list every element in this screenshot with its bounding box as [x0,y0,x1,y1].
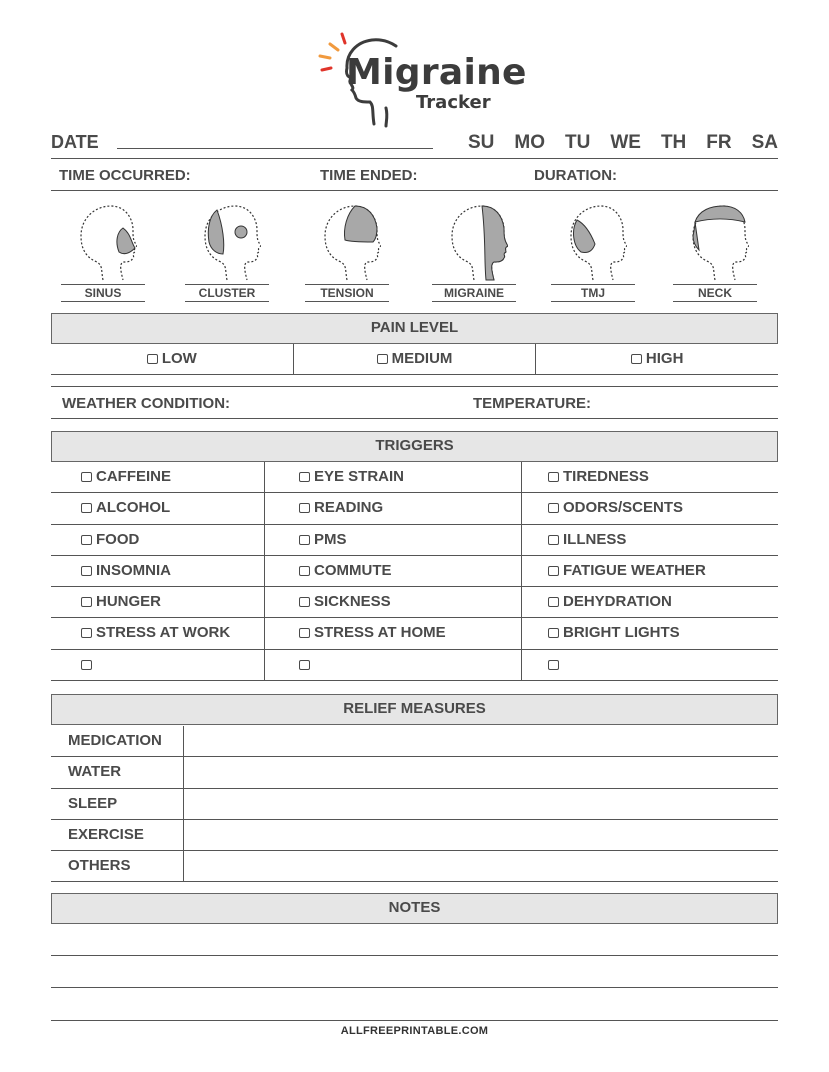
pain-option-label: HIGH [645,350,684,367]
notes-line[interactable] [51,955,778,956]
trigger-label: READING [314,499,384,517]
trigger-label: SICKNESS [314,593,391,611]
relief-measures-table [51,726,778,882]
checkbox[interactable] [548,472,559,482]
day-tu[interactable]: TU [565,132,591,153]
checkbox[interactable] [299,535,310,545]
trigger-fatigue-weather[interactable] [522,556,778,586]
headache-type-label: NECK [673,284,757,302]
table-row [51,556,778,587]
checkbox[interactable] [81,503,92,513]
head-tmj-icon [563,200,627,282]
divider [51,418,778,419]
headache-type-label: CLUSTER [185,284,269,302]
trigger-sickness[interactable] [265,587,522,617]
table-row [51,462,778,493]
checkbox[interactable] [299,660,310,670]
headache-types [51,196,778,306]
trigger-custom-2[interactable] [265,650,522,680]
weather-condition-label: WEATHER CONDITION: [62,395,231,412]
checkbox[interactable] [548,660,559,670]
headache-type-neck[interactable] [673,196,757,304]
trigger-insomnia[interactable] [51,556,265,586]
divider [51,386,778,387]
trigger-label: INSOMNIA [96,561,171,579]
divider [51,190,778,191]
pain-option-high[interactable] [536,344,778,374]
divider [51,158,778,159]
trigger-label: FATIGUE WEATHER [563,561,706,579]
checkbox[interactable] [548,566,559,576]
notes-line[interactable] [51,987,778,988]
trigger-label: HUNGER [96,593,162,611]
headache-type-label: TENSION [305,284,389,302]
checkbox[interactable] [81,566,92,576]
headache-type-cluster[interactable] [185,196,269,304]
triggers-grid [51,462,778,681]
checkbox[interactable] [81,660,92,670]
trigger-alcohol[interactable] [51,493,265,523]
pain-level-header: PAIN LEVEL [51,313,778,344]
notes-line[interactable] [51,1020,778,1021]
pain-option-label: LOW [161,350,197,367]
trigger-eye-strain[interactable] [265,462,522,492]
trigger-label: TIREDNESS [563,468,649,485]
trigger-tiredness[interactable] [522,462,778,492]
checkbox[interactable] [299,503,310,513]
day-sa[interactable]: SA [751,132,778,153]
checkbox[interactable] [548,597,559,607]
table-row[interactable] [51,789,778,820]
headache-type-label: SINUS [61,284,145,302]
trigger-dehydration[interactable] [522,587,778,617]
checkbox[interactable] [299,597,310,607]
relief-label-sleep: SLEEP [51,789,184,819]
trigger-label: EYE STRAIN [314,468,405,485]
relief-label-medication: MEDICATION [51,726,184,756]
checkbox[interactable] [299,628,310,638]
trigger-label: ODORS/SCENTS [563,499,684,517]
trigger-stress-at-work[interactable] [51,618,265,648]
trigger-label: FOOD [96,530,140,548]
checkbox[interactable] [548,628,559,638]
trigger-label: COMMUTE [314,561,392,579]
trigger-illness[interactable] [522,525,778,555]
headache-type-label: MIGRAINE [432,284,516,302]
logo [316,30,526,130]
checkbox[interactable] [299,472,310,482]
trigger-odors-scents[interactable] [522,493,778,523]
trigger-label: BRIGHT LIGHTS [563,624,680,642]
headache-type-migraine[interactable] [432,196,516,304]
relief-label-water: WATER [51,757,184,787]
trigger-caffeine[interactable] [51,462,265,492]
trigger-stress-at-home[interactable] [265,618,522,648]
headache-type-tmj[interactable] [551,196,635,304]
head-sinus-icon [73,200,137,282]
trigger-commute[interactable] [265,556,522,586]
temperature-label: TEMPERATURE: [473,395,592,412]
relief-label-others: OTHERS [51,851,184,881]
relief-label-exercise: EXERCISE [51,820,184,850]
trigger-food[interactable] [51,525,265,555]
head-cluster-icon [197,200,261,282]
trigger-bright-lights[interactable] [522,618,778,648]
day-th[interactable]: TH [660,132,687,153]
logo-subtitle: Tracker [416,92,491,113]
checkbox[interactable] [299,566,310,576]
trigger-label: DEHYDRATION [563,593,672,611]
pain-option-low[interactable] [51,344,294,374]
footer-website: ALLFREEPRINTABLE.COM [340,1025,489,1037]
trigger-custom-1[interactable] [51,650,265,680]
weather-row [51,388,778,418]
checkbox[interactable] [81,535,92,545]
table-row [51,587,778,618]
day-we[interactable]: WE [610,132,641,153]
checkbox[interactable] [81,628,92,638]
checkbox[interactable] [631,354,642,364]
checkbox[interactable] [147,354,158,364]
pain-option-medium[interactable] [294,344,537,374]
time-row [51,160,778,190]
head-migraine-icon [444,200,508,282]
table-row[interactable] [51,757,778,788]
trigger-label: ILLNESS [563,530,627,548]
checkbox[interactable] [548,503,559,513]
logo-title: Migraine [346,52,527,93]
trigger-reading[interactable] [265,493,522,523]
trigger-label: PMS [314,530,347,548]
table-row [51,650,778,681]
trigger-hunger[interactable] [51,587,265,617]
table-row[interactable] [51,820,778,851]
table-row [51,493,778,524]
triggers-header: TRIGGERS [51,431,778,462]
date-label: DATE [51,132,99,152]
trigger-label: CAFFEINE [96,468,171,485]
trigger-label: STRESS AT WORK [96,624,231,642]
trigger-label: ALCOHOL [96,499,171,517]
date-row [51,128,778,158]
checkbox[interactable] [81,472,92,482]
pain-option-label: MEDIUM [391,350,453,367]
head-neck-icon [685,200,749,282]
checkbox[interactable] [81,597,92,607]
headache-type-tension[interactable] [305,196,389,304]
day-su[interactable]: SU [467,132,495,153]
trigger-label: STRESS AT HOME [314,624,446,642]
date-field[interactable] [117,148,433,149]
day-fr[interactable]: FR [706,132,732,153]
time-occurred-label: TIME OCCURRED: [59,167,191,184]
duration-label: DURATION: [534,167,618,184]
table-row[interactable] [51,851,778,882]
notes-header: NOTES [51,893,778,924]
day-mo[interactable]: MO [514,132,545,153]
weekday-selector [448,132,778,154]
checkbox[interactable] [548,535,559,545]
headache-type-sinus[interactable] [61,196,145,304]
pain-level-options [51,344,778,375]
relief-measures-header: RELIEF MEASURES [51,694,778,725]
table-row[interactable] [51,726,778,757]
head-tension-icon [317,200,381,282]
table-row [51,618,778,649]
checkbox[interactable] [377,354,388,364]
trigger-custom-3[interactable] [522,650,778,680]
table-row [51,525,778,556]
headache-type-label: TMJ [551,284,635,302]
trigger-pms[interactable] [265,525,522,555]
time-ended-label: TIME ENDED: [320,167,418,184]
